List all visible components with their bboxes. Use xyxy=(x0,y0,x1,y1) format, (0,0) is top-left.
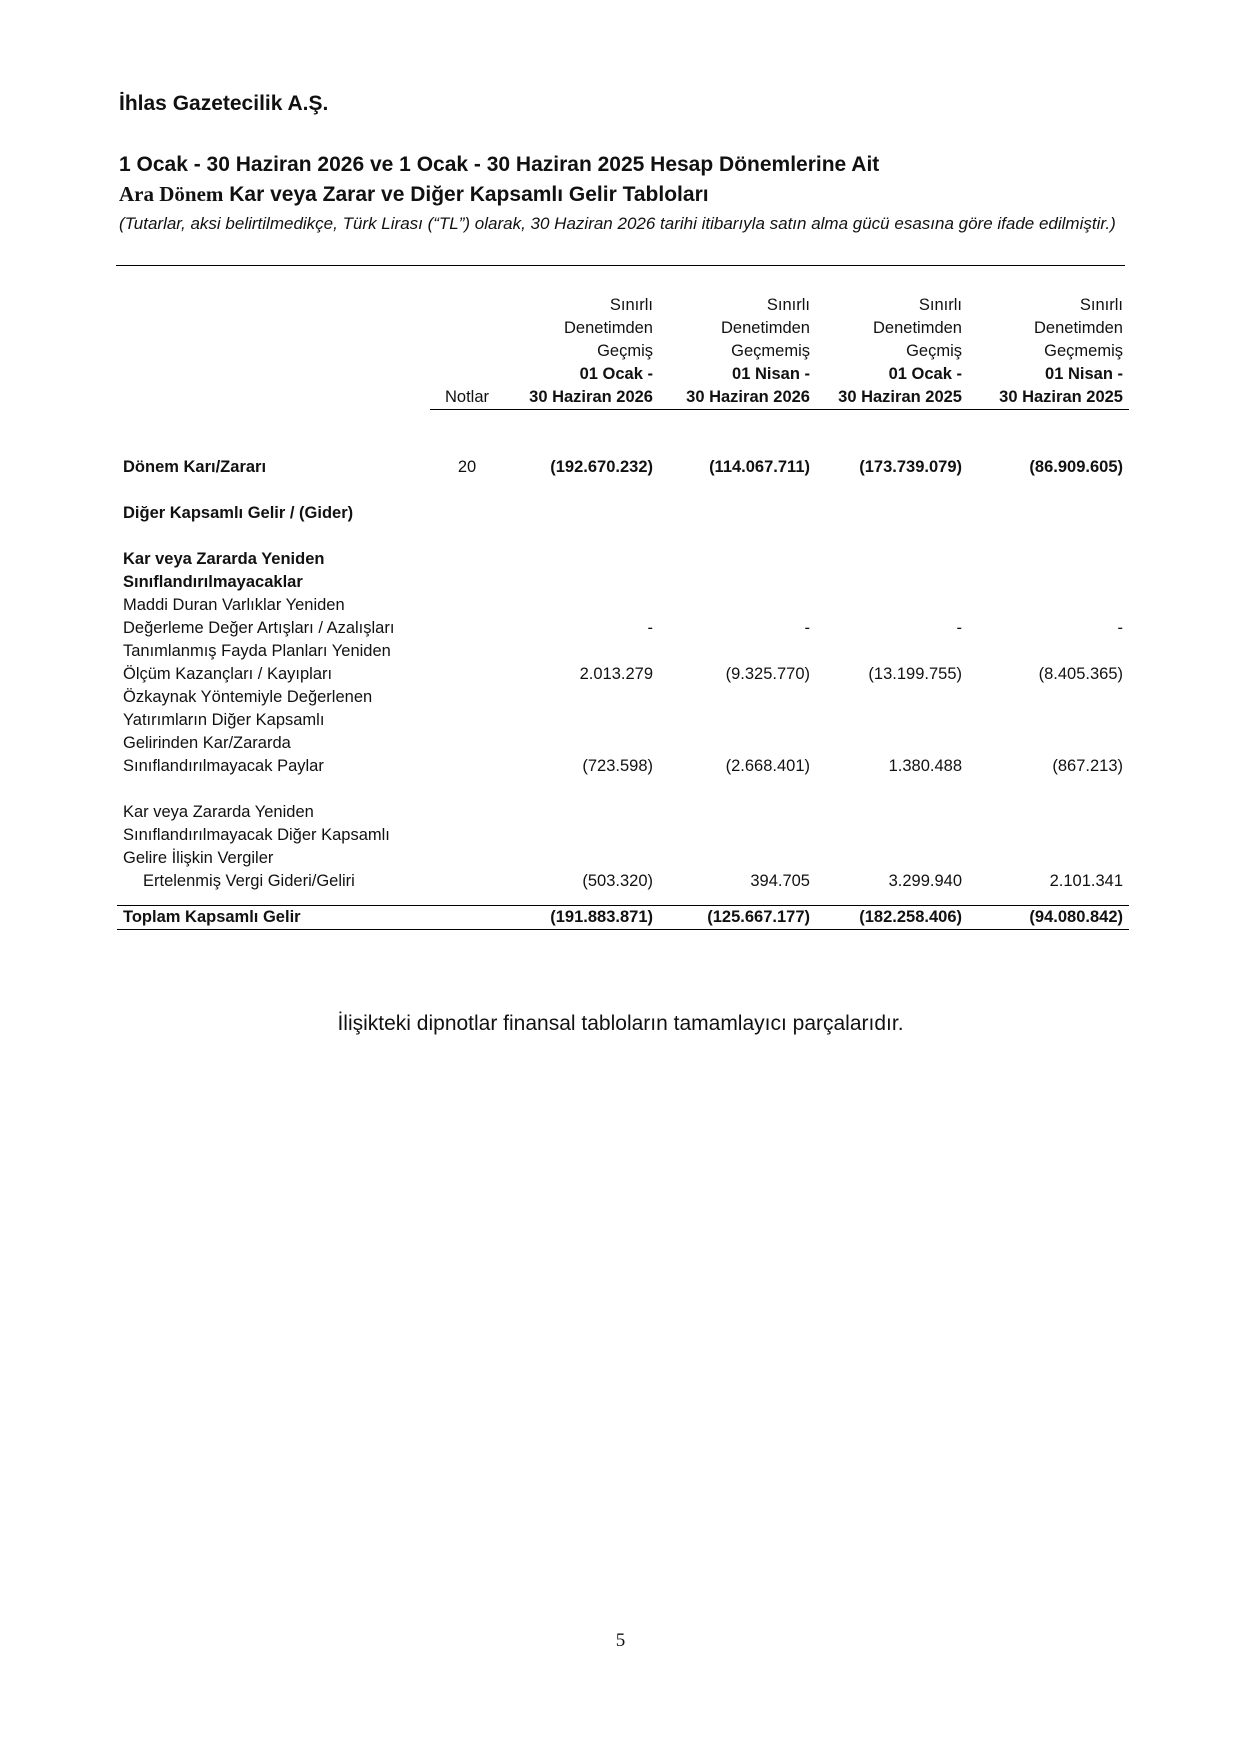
value-cell: (191.883.871) xyxy=(504,905,659,929)
value-cell: (723.598) xyxy=(582,757,653,775)
row-label-not-reclassified: Kar veya Zararda Yeniden Sınıflandırılmayacaklar xyxy=(123,550,325,591)
income-statement-table xyxy=(117,294,1129,930)
row-label-revaluation: Maddi Duran Varlıklar Yeniden Değerleme Değer Artışları / Azalışları xyxy=(123,596,395,637)
table-row xyxy=(117,686,1129,778)
table-row xyxy=(117,594,1129,640)
value-cell: (503.320) xyxy=(582,872,653,890)
column-header-4: Sınırlı Denetimden Geçmemiş 01 Nisan - 30 Haziran 2025 xyxy=(968,294,1129,410)
page-number: 5 xyxy=(615,1630,626,1651)
header-divider xyxy=(116,265,1125,266)
value-cell: (13.199.755) xyxy=(868,665,962,683)
table-header-row xyxy=(117,294,1129,410)
row-label-oci: Diğer Kapsamlı Gelir / (Gider) xyxy=(123,504,354,522)
value-cell: (9.325.770) xyxy=(725,665,810,683)
column-header-2: Sınırlı Denetimden Geçmemiş 01 Nisan - 30 Haziran 2026 xyxy=(659,294,816,410)
statement-subtitle: (Tutarlar, aksi belirtilmedikçe, Türk Lirası (“TL”) olarak, 30 Haziran 2026 tarihi itibarıyla satın alma gücü esasına göre ifade edilmiştir.) xyxy=(119,214,1116,233)
total-row xyxy=(117,905,1129,929)
value-cell: (125.667.177) xyxy=(659,905,816,929)
value-cell: (173.739.079) xyxy=(859,458,962,476)
notes-header: Notlar xyxy=(430,294,504,410)
value-cell: (182.258.406) xyxy=(816,905,968,929)
value-cell: 394.705 xyxy=(750,872,810,890)
statement-title-line1: 1 Ocak - 30 Haziran 2026 ve 1 Ocak - 30 Haziran 2025 Hesap Dönemlerine Ait xyxy=(119,153,880,176)
statement-title-sans-part: Kar veya Zarar ve Diğer Kapsamlı Gelir Tabloları xyxy=(223,183,709,206)
value-cell: 2.013.279 xyxy=(579,665,653,683)
table-row xyxy=(117,870,1129,893)
row-label-deferred-tax: Ertelenmiş Vergi Gideri/Geliri xyxy=(143,872,355,890)
value-cell: - xyxy=(804,619,810,637)
statement-title-serif-part: Ara Dönem xyxy=(119,182,224,206)
value-cell: (114.067.711) xyxy=(709,458,810,476)
column-header-3: Sınırlı Denetimden Geçmiş 01 Ocak - 30 Haziran 2025 xyxy=(816,294,968,410)
row-label-defined-benefit: Tanımlanmış Fayda Planları Yeniden Ölçüm Kazançları / Kayıpları xyxy=(123,642,391,683)
value-cell: (867.213) xyxy=(1052,757,1123,775)
table-row xyxy=(117,502,1129,525)
row-label-equity-method: Özkaynak Yöntemiyle Değerlenen Yatırımların Diğer Kapsamlı Gelirinden Kar/Zararda Sınıflandırılmayacak Paylar xyxy=(123,688,373,775)
value-cell: 2.101.341 xyxy=(1049,872,1123,890)
company-name: İhlas Gazetecilik A.Ş. xyxy=(119,92,329,115)
header-empty-cell xyxy=(117,294,430,410)
value-cell: - xyxy=(956,619,962,637)
table-row xyxy=(117,456,1129,479)
value-cell: (94.080.842) xyxy=(968,905,1129,929)
value-cell: (2.668.401) xyxy=(725,757,810,775)
value-cell: 1.380.488 xyxy=(888,757,962,775)
value-cell: - xyxy=(647,619,653,637)
value-cell: (86.909.605) xyxy=(1029,458,1123,476)
row-note: 20 xyxy=(457,458,477,476)
value-cell: - xyxy=(1117,619,1123,637)
value-cell: (192.670.232) xyxy=(550,458,653,476)
value-cell: (8.405.365) xyxy=(1038,665,1123,683)
value-cell: 3.299.940 xyxy=(888,872,962,890)
table-row xyxy=(117,801,1129,870)
row-label-period-loss: Dönem Karı/Zararı xyxy=(123,458,267,476)
table-row xyxy=(117,640,1129,686)
column-header-1: Sınırlı Denetimden Geçmiş 01 Ocak - 30 Haziran 2026 xyxy=(504,294,659,410)
statement-title-line2 xyxy=(119,182,709,207)
footnote: İlişikteki dipnotlar finansal tabloların tamamlayıcı parçalarıdır. xyxy=(337,1012,904,1035)
table-row xyxy=(117,548,1129,594)
row-label-total: Toplam Kapsamlı Gelir xyxy=(117,905,430,929)
row-label-taxes: Kar veya Zararda Yeniden Sınıflandırılmayacak Diğer Kapsamlı Gelire İlişkin Vergiler xyxy=(123,803,390,867)
